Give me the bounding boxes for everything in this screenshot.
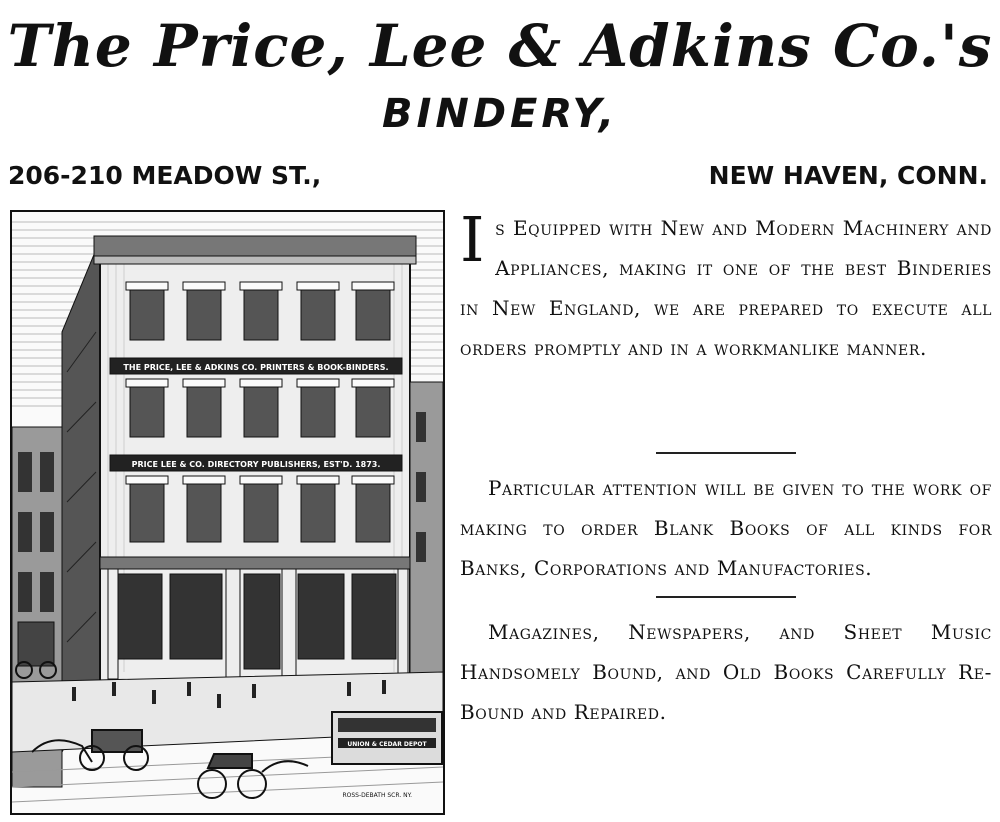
right-neighbor-building [410,382,443,682]
body-text [460,203,992,732]
storefront-windows [118,574,396,669]
storefront-cornice [100,557,410,569]
company-title: The Price, Lee & Adkins Co.'s [7,12,993,80]
divider-rule-1 [656,452,796,454]
trolley-sign: UNION & CEDAR DEPOT [347,741,427,748]
divider-rule-2 [656,596,796,598]
paragraph-equipment-text: s Equipped with New and Modern Machinery and Appliances, making it one of the best Binderies in New England, we are prepared to execute all orders promptly and in a workmanlike manner. [460,216,992,360]
building-engraving [10,210,445,815]
city-state: NEW HAVEN, CONN. [708,161,988,190]
building-illustration [12,212,443,813]
street-address: 206-210 MEADOW ST., [8,161,322,190]
paragraph-blank-books: Particular attention will be given to the work of making to order Blank Books of all kinds for Banks, Corporations and Manufactories. [460,476,992,580]
paragraph-equipment [460,203,992,444]
paragraph-magazines: Magazines, Newspapers, and Sheet Music Handsomely Bound, and Old Books Carefully Re-Bound and Repaired. [460,620,992,724]
drop-cap: I [460,203,486,276]
sign-lower-text: PRICE LEE & CO. DIRECTORY PUBLISHERS, EST'D. 1873. [131,460,381,469]
engraver-signature: ROSS-DEBATH SCR. NY. [342,792,412,799]
sign-upper-text: THE PRICE, LEE & ADKINS CO. PRINTERS & BOOK-BINDERS. [123,363,389,372]
bindery-subtitle: BINDERY, [381,91,619,137]
trolley-car [332,712,442,764]
building-side [62,240,100,752]
cornice [94,236,416,256]
